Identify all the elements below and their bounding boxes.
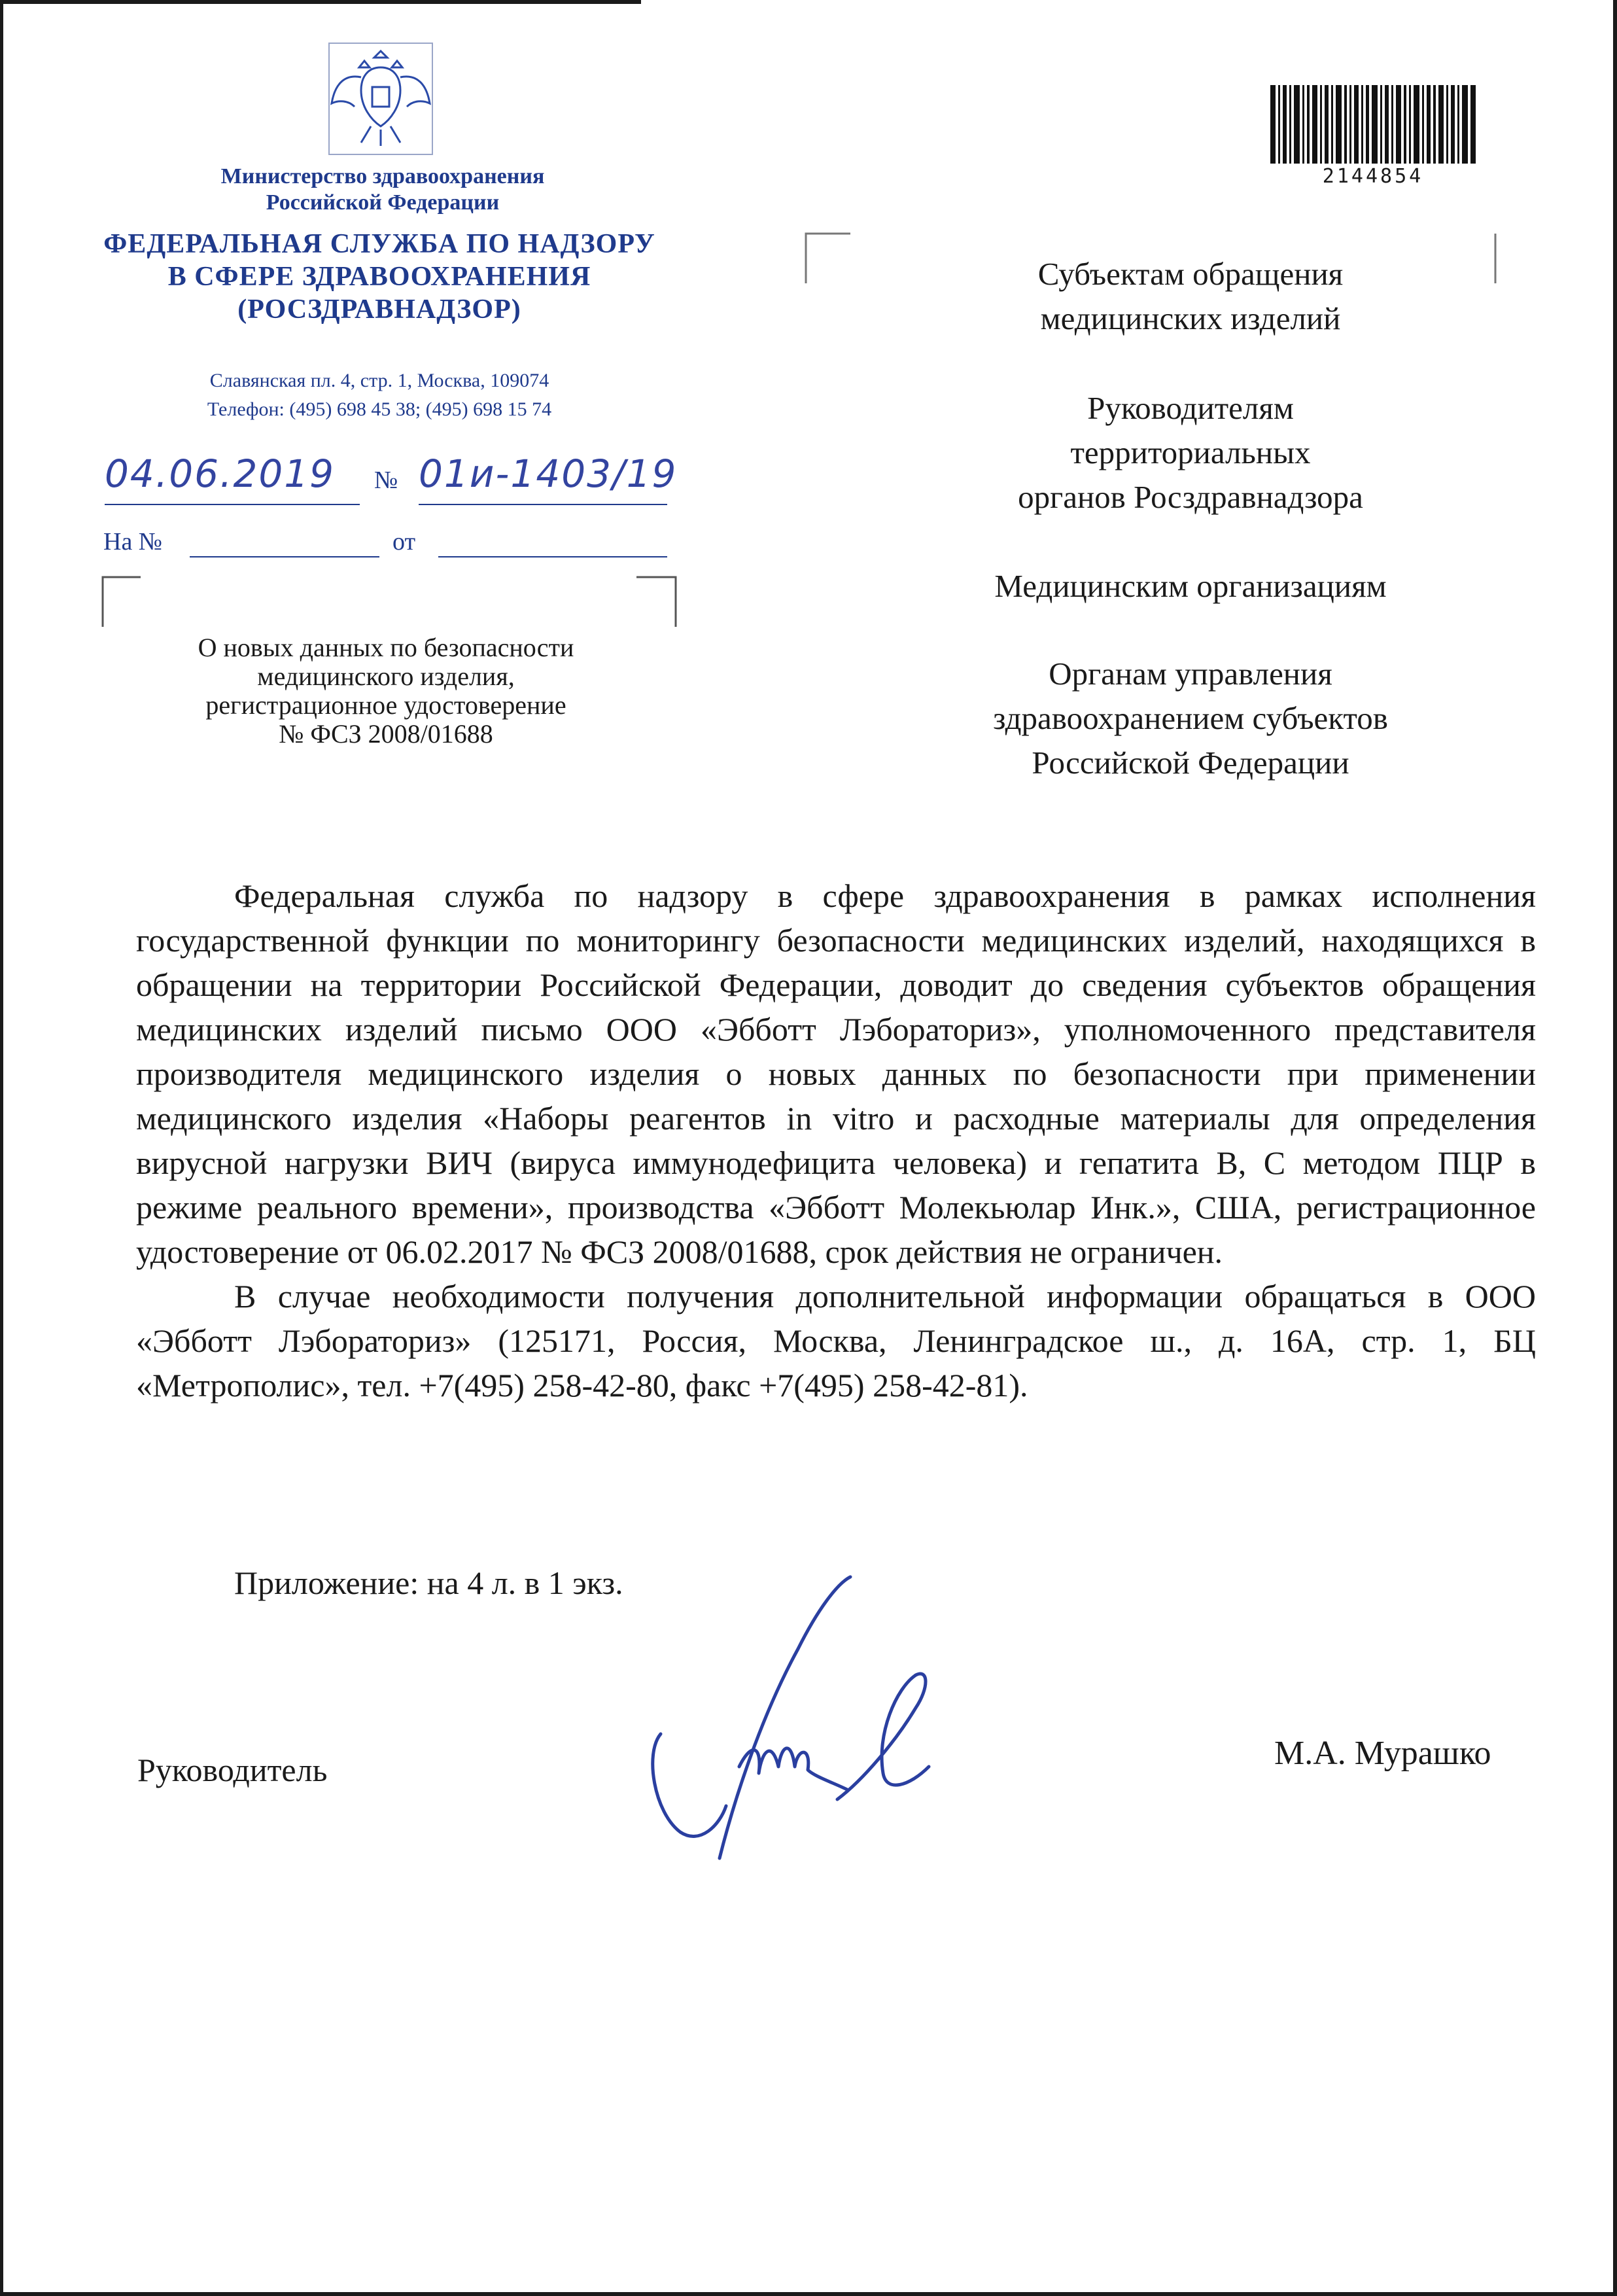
addressee-line: Российской Федерации <box>1032 745 1349 781</box>
addressee-block <box>877 652 1504 785</box>
ministry-name <box>164 164 602 216</box>
subject-line: медицинского изделия, <box>257 662 515 691</box>
subject-line: № ФСЗ 2008/01688 <box>279 719 493 749</box>
ministry-line: Министерство здравоохранения <box>220 164 545 188</box>
service-line: ФЕДЕРАЛЬНАЯ СЛУЖБА ПО НАДЗОРУ <box>103 229 655 259</box>
addressee-line: здравоохранением субъектов <box>993 700 1388 736</box>
addressee-block <box>877 252 1504 341</box>
addressee-line: Субъектам обращения <box>1037 256 1344 292</box>
signer-role: Руководитель <box>137 1752 328 1788</box>
barcode-number: 2144854 <box>1322 165 1424 188</box>
page-border-left <box>0 0 3 2296</box>
reply-number-line <box>190 556 379 557</box>
document-date: 04.06.2019 <box>105 451 336 496</box>
addressee-block <box>877 386 1504 520</box>
letter-subject <box>131 633 641 749</box>
addressee-line: медицинских изделий <box>1040 300 1341 336</box>
addressee-line: Руководителям <box>1087 390 1294 426</box>
body-paragraph: Федеральная служба по надзору в сфере здравоохранения в рамках исполнения государственной функции по мониторингу безопасности медицинских изделий, находящихся в обращении на территории Российской Федерации, доводит до сведения субъектов обращения медицинских изделий письмо ООО «Эбботт Лэбораториз», уполномоченного представителя производителя медицинского изделия о новых данных по безопасности при применении медицинского изделия «Наборы реагентов in vitro и расходные материалы для определения вирусной нагрузки ВИЧ (вируса иммунодефицита человека) и гепатита В, С методом ПЦР в режиме реального времени», производства «Эбботт Молекьюлар Инк.», США, регистрационное удостоверение от 06.02.2017 № ФСЗ 2008/01688, срок действия не ограничен. <box>136 877 1536 1270</box>
letterhead-address <box>131 366 628 424</box>
addressee-line: Медицинским организациям <box>994 568 1387 604</box>
signer-name: М.А. Мурашко <box>1274 1735 1491 1772</box>
addressee-line: территориальных <box>1070 434 1311 470</box>
subject-corner-marks <box>101 576 677 628</box>
coat-of-arms-icon <box>325 31 436 156</box>
ministry-line: Российской Федерации <box>266 190 500 215</box>
subject-line: О новых данных по безопасности <box>198 633 574 662</box>
subject-line: регистрационное удостоверение <box>205 690 566 720</box>
date-underline <box>105 504 360 505</box>
barcode-icon <box>1270 85 1476 164</box>
addressee-line: органов Росздравнадзора <box>1018 479 1363 515</box>
number-label: № <box>374 467 398 494</box>
addressee-block <box>877 564 1504 609</box>
page-border-top <box>0 0 641 4</box>
attachment-note: Приложение: на 4 л. в 1 экз. <box>234 1564 623 1601</box>
reply-number-label: На № <box>103 528 163 556</box>
addressee-line: Органам управления <box>1049 656 1332 692</box>
service-line: В СФЕРЕ ЗДРАВООХРАНЕНИЯ <box>167 262 591 292</box>
page-border-bottom <box>0 2292 1617 2296</box>
service-name <box>78 228 680 326</box>
address-line: Славянская пл. 4, стр. 1, Москва, 109074 <box>209 370 549 391</box>
reply-date-line <box>438 556 667 557</box>
signature-icon <box>641 1570 1060 1865</box>
number-underline <box>419 504 667 505</box>
document-number: 01и-1403/19 <box>419 451 678 496</box>
service-line: (РОСЗДРАВНАДЗОР) <box>237 294 521 325</box>
page-border-right <box>1613 0 1617 2296</box>
reply-date-label: от <box>392 528 416 556</box>
phone-line: Телефон: (495) 698 45 38; (495) 698 15 74 <box>207 398 552 420</box>
body-paragraph: В случае необходимости получения дополнительной информации обращаться в ООО «Эбботт Лэбораториз» (125171, Россия, Москва, Ленинградское ш., д. 16А, стр. 1, БЦ «Метрополис», тел. +7(495) 258-42-80, факс +7(495) 258-42-81). <box>136 1278 1536 1404</box>
letter-body <box>136 874 1536 1407</box>
